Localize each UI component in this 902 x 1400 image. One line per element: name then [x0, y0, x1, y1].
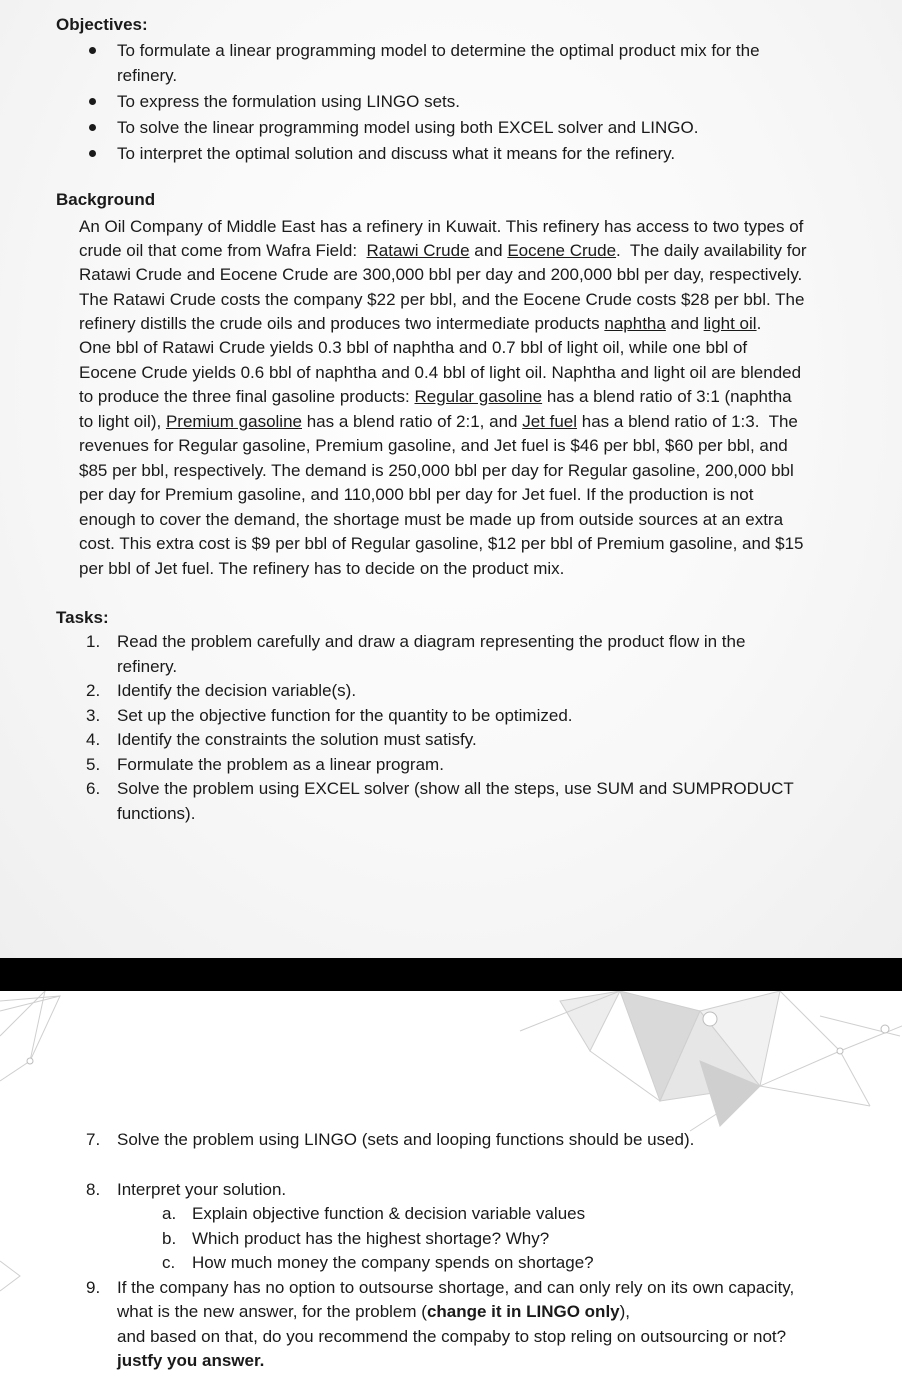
- subtask-letter: b.: [162, 1229, 177, 1248]
- background-line: refinery distills the crude oils and produces two intermediate products naphtha and light oil.: [79, 314, 762, 333]
- background-line: to produce the three final gasoline products: Regular gasoline has a blend ratio of 3:1 (naphtha: [79, 387, 792, 406]
- bullet-icon: [89, 150, 96, 157]
- subtask-letter: c.: [162, 1253, 176, 1272]
- background-line: enough to cover the demand, the shortage must be made up from outside sources at an extra: [79, 510, 784, 529]
- jet-fuel-term: Jet fuel: [522, 412, 578, 431]
- task-item-6-cont: functions).: [117, 804, 196, 823]
- eocene-crude-term: Eocene Crude: [507, 241, 617, 260]
- objective-item-1-cont: refinery.: [117, 66, 178, 85]
- page-divider: [0, 958, 902, 991]
- emphasis-text: change it in LINGO only: [426, 1302, 620, 1321]
- background-line: to light oil), Premium gasoline has a blend ratio of 2:1, and Jet fuel has a blend ratio of 1:3. The: [79, 412, 798, 431]
- task-number: 7.: [86, 1130, 101, 1149]
- light-oil-term: light oil: [703, 314, 757, 333]
- background-line: One bbl of Ratawi Crude yields 0.3 bbl of naphtha and 0.7 bbl of light oil, while one bbl of: [79, 338, 748, 357]
- background-line: Ratawi Crude and Eocene Crude are 300,000 bbl per day and 200,000 bbl per day, respectively.: [79, 265, 803, 284]
- task-number: 3.: [86, 706, 101, 725]
- bullet-icon: [89, 47, 96, 54]
- background-line: per bbl of Jet fuel. The refinery has to decide on the product mix.: [79, 559, 565, 578]
- task-item-9-cont: what is the new answer, for the problem (change it in LINGO only),: [117, 1302, 631, 1321]
- background-line: crude oil that come from Wafra Field: Ratawi Crude and Eocene Crude. The daily availability for: [79, 241, 807, 260]
- task-number: 1.: [86, 632, 101, 651]
- background-line: per day for Premium gasoline, and 110,000 bbl per day for Jet fuel. If the production is not: [79, 485, 754, 504]
- premium-gasoline-term: Premium gasoline: [165, 412, 302, 431]
- task-number: 5.: [86, 755, 101, 774]
- objective-item-3: To solve the linear programming model using both EXCEL solver and LINGO.: [117, 118, 699, 137]
- background-line: An Oil Company of Middle East has a refinery in Kuwait. This refinery has access to two types of: [79, 217, 804, 236]
- task-item-1: Read the problem carefully and draw a diagram representing the product flow in the: [117, 632, 746, 651]
- subtask-letter: a.: [162, 1204, 177, 1223]
- task-item-5: Formulate the problem as a linear program.: [117, 755, 444, 774]
- subtask-8b: Which product has the highest shortage? Why?: [192, 1229, 550, 1248]
- background-line: Eocene Crude yields 0.6 bbl of naphtha and 0.4 bbl of light oil. Naphtha and light oil are blended: [79, 363, 802, 382]
- regular-gasoline-term: Regular gasoline: [414, 387, 543, 406]
- objectives-heading: Objectives:: [56, 15, 148, 34]
- objective-item-4: To interpret the optimal solution and discuss what it means for the refinery.: [117, 144, 676, 163]
- background-heading: Background: [56, 190, 156, 209]
- naphtha-term: naphtha: [604, 314, 666, 333]
- document-page-2: [0, 991, 902, 1400]
- task-item-9: If the company has no option to outsourse shortage, and can only rely on its own capacity,: [117, 1278, 795, 1297]
- task-item-4: Identify the constraints the solution must satisfy.: [117, 730, 477, 749]
- task-item-7: Solve the problem using LINGO (sets and looping functions should be used).: [117, 1130, 695, 1149]
- task-number: 6.: [86, 779, 101, 798]
- task-item-6: Solve the problem using EXCEL solver (show all the steps, use SUM and SUMPRODUCT: [117, 779, 794, 798]
- bullet-icon: [89, 98, 96, 105]
- tasks-heading: Tasks:: [56, 608, 109, 627]
- task-number: 9.: [86, 1278, 101, 1297]
- objective-item-1: To formulate a linear programming model to determine the optimal product mix for the: [117, 41, 760, 60]
- background-line: cost. This extra cost is $9 per bbl of Regular gasoline, $12 per bbl of Premium gasoline, and $15: [79, 534, 804, 553]
- task-item-9-cont: and based on that, do you recommend the compaby to stop reling on outsourcing or not?: [117, 1327, 787, 1346]
- objective-item-2: To express the formulation using LINGO sets.: [117, 92, 460, 111]
- task-item-9-cont: justfy you answer.: [117, 1351, 265, 1370]
- task-item-2: Identify the decision variable(s).: [117, 681, 357, 700]
- task-item-1-cont: refinery.: [117, 657, 178, 676]
- background-line: The Ratawi Crude costs the company $22 per bbl, and the Eocene Crude costs $28 per bbl. The: [79, 290, 805, 309]
- task-number: 8.: [86, 1180, 101, 1199]
- bullet-icon: [89, 124, 96, 131]
- subtask-8c: How much money the company spends on shortage?: [192, 1253, 594, 1272]
- ratawi-crude-term: Ratawi Crude: [366, 241, 470, 260]
- subtask-8a: Explain objective function & decision variable values: [192, 1204, 586, 1223]
- background-line: $85 per bbl, respectively. The demand is 250,000 bbl per day for Regular gasoline, 200,000 bbl: [79, 461, 794, 480]
- task-item-8: Interpret your solution.: [117, 1180, 287, 1199]
- task-number: 2.: [86, 681, 101, 700]
- task-item-3: Set up the objective function for the quantity to be optimized.: [117, 706, 573, 725]
- task-number: 4.: [86, 730, 101, 749]
- background-line: revenues for Regular gasoline, Premium gasoline, and Jet fuel is $46 per bbl, $60 per bbl, and: [79, 436, 788, 455]
